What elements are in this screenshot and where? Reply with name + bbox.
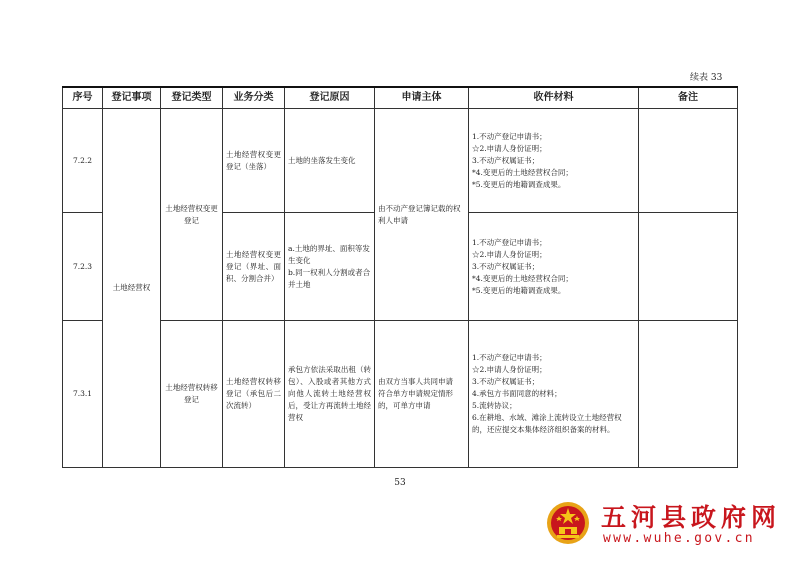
header-row (63, 87, 738, 109)
material-line: 5.流转协议； (472, 401, 517, 410)
site-title: 五河县政府网 (601, 503, 782, 532)
row-no: 7.2.2 (63, 109, 103, 213)
materials (469, 109, 639, 213)
material-line: ☆2.申请人身份证明； (472, 365, 547, 374)
site-url[interactable]: www.wuhe.gov.cn (603, 531, 755, 546)
table-row (63, 321, 738, 468)
material-line: 4.承包方书面同意的材料； (472, 389, 562, 398)
material-line: 1.不动产登记申请书； (472, 353, 547, 362)
header-reason: 登记原因 (285, 87, 375, 109)
material-line: 1.不动产登记申请书； (472, 131, 547, 141)
applicant-line: 由双方当事人共同申请 (378, 377, 453, 386)
reason-line: 承包方依法采取出租（转包）、入股或者其他方式向他人流转土地经营权后，受让方再流转土地经营权 (288, 365, 371, 422)
national-emblem-icon (545, 500, 591, 546)
remark (639, 321, 738, 468)
business-category: 土地经营权转移登记（承包后二次流转） (223, 321, 285, 468)
header-category: 业务分类 (223, 87, 285, 109)
registration-reason (285, 321, 375, 468)
materials (469, 213, 639, 321)
remark (639, 213, 738, 321)
continuation-label: 续表 33 (690, 73, 723, 83)
registration-type: 土地经营权转移登记 (161, 321, 223, 468)
material-line: *4.变更后的土地经营权合同； (472, 167, 573, 177)
reason-line: a.土地的界址、面积等发生变化 (288, 243, 370, 265)
header-type: 登记类型 (161, 87, 223, 109)
material-line: ☆2.申请人身份证明； (472, 249, 547, 259)
registration-item: 土地经营权 (103, 109, 161, 468)
header-materials: 收件材料 (469, 87, 639, 109)
reason-line: 土地的坐落发生变化 (288, 155, 356, 165)
row-no: 7.2.3 (63, 213, 103, 321)
material-line: *5.变更后的地籍调查成果。 (472, 179, 566, 189)
header-item: 登记事项 (103, 87, 161, 109)
registration-type: 土地经营权变更登记 (161, 109, 223, 321)
material-line: *5.变更后的地籍调查成果。 (472, 285, 566, 295)
header-no: 序号 (63, 87, 103, 109)
material-line: ☆2.申请人身份证明； (472, 143, 547, 153)
material-line: 1.不动产登记申请书； (472, 237, 547, 247)
applicant (375, 321, 469, 468)
header-remark: 备注 (639, 87, 738, 109)
remark (639, 109, 738, 213)
reason-line: b.同一权利人分割或者合并土地 (288, 267, 371, 289)
registration-table (62, 86, 738, 468)
applicant: 由不动产登记簿记载的权利人申请 (375, 109, 469, 321)
site-watermark[interactable] (545, 498, 785, 554)
page-number: 53 (394, 478, 406, 488)
registration-reason (285, 213, 375, 321)
materials (469, 321, 639, 468)
material-line: 3.不动产权属证书； (472, 377, 540, 386)
registration-reason (285, 109, 375, 213)
table-row (63, 109, 738, 213)
row-no: 7.3.1 (63, 321, 103, 468)
material-line: 3.不动产权属证书； (472, 155, 540, 165)
applicant-line: 符合单方申请规定情形的，可单方申请 (378, 389, 453, 410)
material-line: 6.在耕地、水域、滩涂上流转设立土地经营权的，还应提交本集体经济组织备案的材料。 (472, 413, 622, 434)
material-line: 3.不动产权属证书； (472, 261, 540, 271)
header-applicant: 申请主体 (375, 87, 469, 109)
business-category: 土地经营权变更登记（坐落） (223, 109, 285, 213)
material-line: *4.变更后的土地经营权合同； (472, 273, 573, 283)
business-category: 土地经营权变更登记（界址、面积、分割合并） (223, 213, 285, 321)
